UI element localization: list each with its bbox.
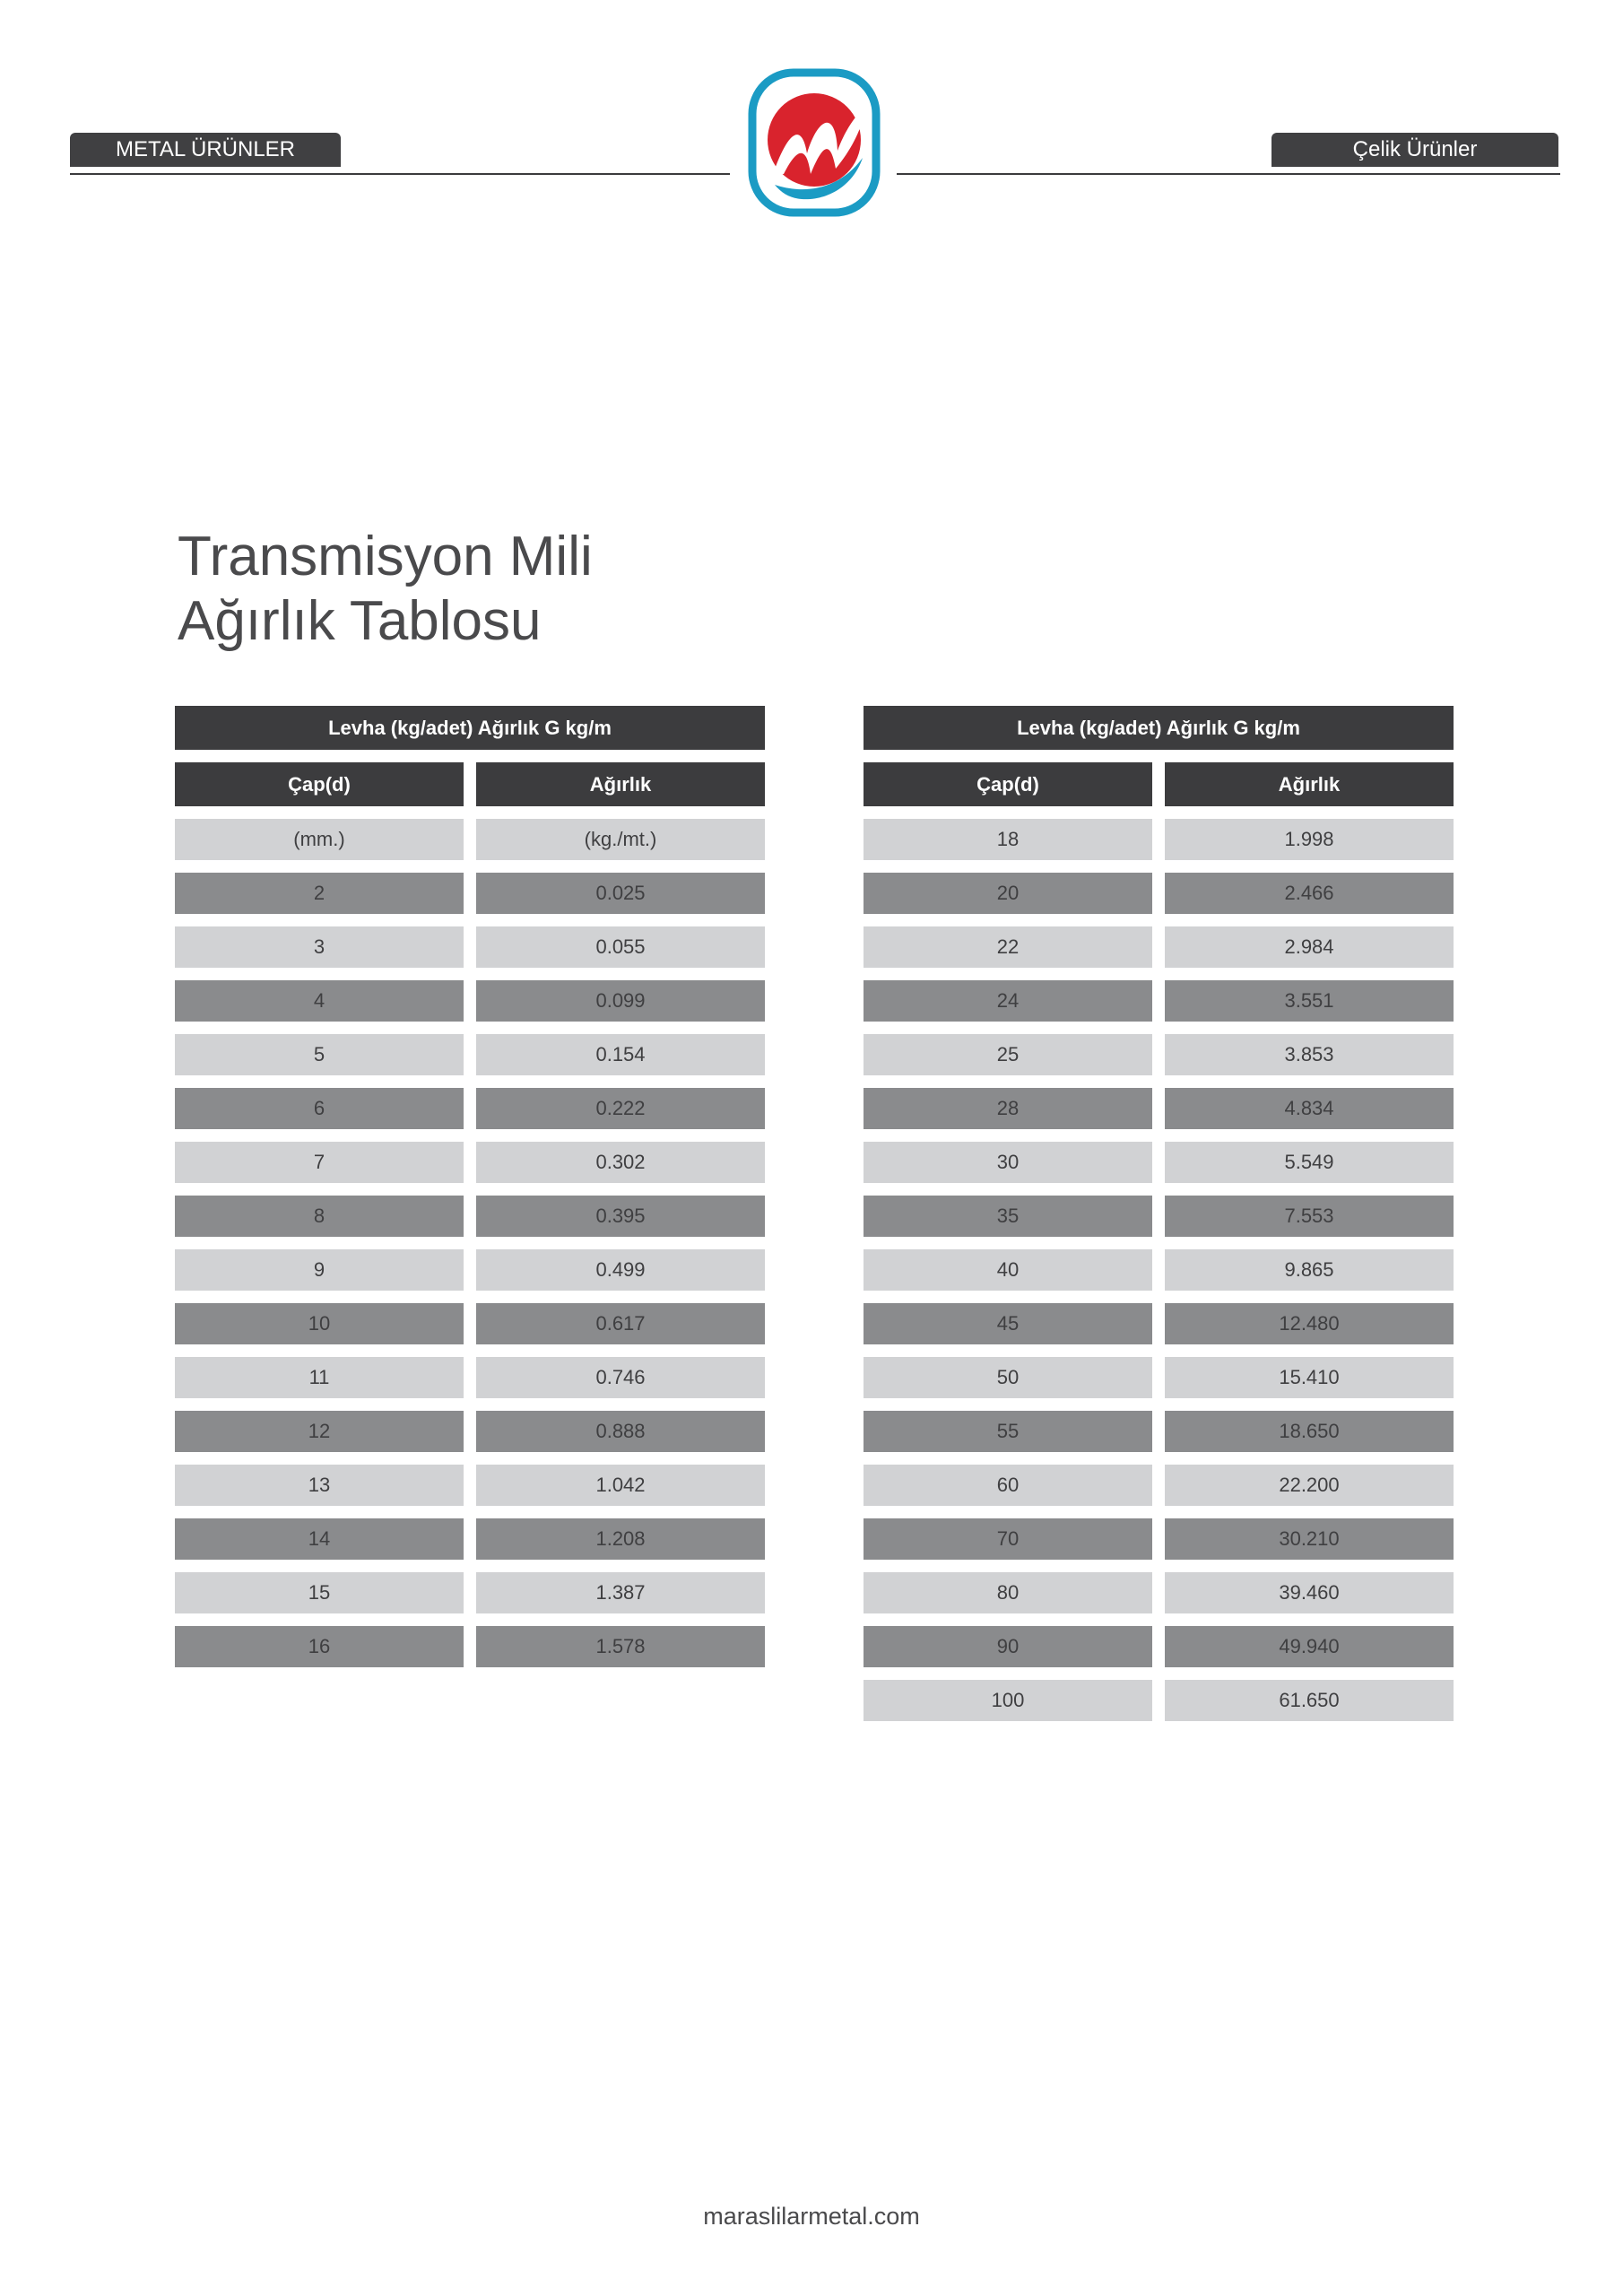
weight-cell: 2.984 [1165, 926, 1454, 968]
diameter-cell: 4 [175, 980, 464, 1022]
weight-cell: 7.553 [1165, 1196, 1454, 1237]
table-row [864, 819, 1454, 860]
diameter-cell: (mm.) [175, 819, 464, 860]
footer-website: maraslilarmetal.com [703, 2203, 920, 2230]
diameter-cell: 50 [864, 1357, 1152, 1398]
table-row [864, 1626, 1454, 1667]
table-row [175, 1357, 765, 1398]
weight-cell: 1.998 [1165, 819, 1454, 860]
diameter-cell: 2 [175, 873, 464, 914]
weight-table-left [175, 706, 765, 1667]
table-row [864, 1034, 1454, 1075]
diameter-cell: 35 [864, 1196, 1152, 1237]
diameter-cell: 30 [864, 1142, 1152, 1183]
table-title: Levha (kg/adet) Ağırlık G kg/m [864, 706, 1454, 750]
weight-table-right [864, 706, 1454, 1721]
section-label-left: METAL ÜRÜNLER [70, 133, 341, 167]
weight-cell: 0.055 [476, 926, 765, 968]
weight-cell: 30.210 [1165, 1518, 1454, 1560]
table-column-headers [864, 762, 1454, 806]
table-row [864, 873, 1454, 914]
weight-cell: (kg./mt.) [476, 819, 765, 860]
weight-cell: 0.395 [476, 1196, 765, 1237]
weight-cell: 0.154 [476, 1034, 765, 1075]
table-row [175, 1034, 765, 1075]
weight-cell: 1.042 [476, 1465, 765, 1506]
diameter-cell: 45 [864, 1303, 1152, 1344]
page-title [178, 525, 593, 654]
diameter-cell: 16 [175, 1626, 464, 1667]
table-row [175, 926, 765, 968]
weight-cell: 0.025 [476, 873, 765, 914]
weight-cell: 1.578 [476, 1626, 765, 1667]
table-row [864, 1249, 1454, 1291]
section-label-right: Çelik Ürünler [1271, 133, 1558, 167]
column-header-weight: Ağırlık [476, 762, 765, 806]
table-row [175, 1088, 765, 1129]
title-line-1: Transmisyon Mili [178, 526, 593, 587]
table-row [175, 1518, 765, 1560]
weight-cell: 4.834 [1165, 1088, 1454, 1129]
diameter-cell: 8 [175, 1196, 464, 1237]
column-header-weight: Ağırlık [1165, 762, 1454, 806]
table-row [175, 1303, 765, 1344]
diameter-cell: 12 [175, 1411, 464, 1452]
diameter-cell: 55 [864, 1411, 1152, 1452]
diameter-cell: 18 [864, 819, 1152, 860]
weight-cell: 1.387 [476, 1572, 765, 1613]
table-row [864, 1357, 1454, 1398]
company-logo [748, 68, 881, 217]
weight-cell: 0.746 [476, 1357, 765, 1398]
diameter-cell: 80 [864, 1572, 1152, 1613]
table-row [864, 1196, 1454, 1237]
weight-cell: 18.650 [1165, 1411, 1454, 1452]
weight-cell: 2.466 [1165, 873, 1454, 914]
table-row [864, 1142, 1454, 1183]
table-row [864, 1680, 1454, 1721]
table-row [175, 980, 765, 1022]
table-row [864, 1088, 1454, 1129]
weight-cell: 1.208 [476, 1518, 765, 1560]
table-row [864, 1572, 1454, 1613]
table-row [864, 1465, 1454, 1506]
weight-cell: 61.650 [1165, 1680, 1454, 1721]
table-row [864, 1518, 1454, 1560]
weight-cell: 22.200 [1165, 1465, 1454, 1506]
diameter-cell: 100 [864, 1680, 1152, 1721]
diameter-cell: 7 [175, 1142, 464, 1183]
weight-cell: 5.549 [1165, 1142, 1454, 1183]
title-line-2: Ağırlık Tablosu [178, 590, 542, 652]
table-row [175, 819, 765, 860]
diameter-cell: 20 [864, 873, 1152, 914]
weight-cell: 0.617 [476, 1303, 765, 1344]
column-header-diameter: Çap(d) [175, 762, 464, 806]
diameter-cell: 40 [864, 1249, 1152, 1291]
table-column-headers [175, 762, 765, 806]
table-row [175, 873, 765, 914]
diameter-cell: 28 [864, 1088, 1152, 1129]
diameter-cell: 24 [864, 980, 1152, 1022]
table-row [864, 980, 1454, 1022]
table-row [175, 1626, 765, 1667]
weight-cell: 39.460 [1165, 1572, 1454, 1613]
weight-cell: 0.222 [476, 1088, 765, 1129]
diameter-cell: 14 [175, 1518, 464, 1560]
weight-cell: 15.410 [1165, 1357, 1454, 1398]
table-title: Levha (kg/adet) Ağırlık G kg/m [175, 706, 765, 750]
weight-cell: 0.499 [476, 1249, 765, 1291]
table-row [175, 1411, 765, 1452]
diameter-cell: 11 [175, 1357, 464, 1398]
diameter-cell: 5 [175, 1034, 464, 1075]
header-rule-right [897, 173, 1560, 175]
weight-cell: 12.480 [1165, 1303, 1454, 1344]
diameter-cell: 90 [864, 1626, 1152, 1667]
weight-cell: 9.865 [1165, 1249, 1454, 1291]
column-header-diameter: Çap(d) [864, 762, 1152, 806]
diameter-cell: 10 [175, 1303, 464, 1344]
diameter-cell: 9 [175, 1249, 464, 1291]
diameter-cell: 70 [864, 1518, 1152, 1560]
weight-cell: 49.940 [1165, 1626, 1454, 1667]
diameter-cell: 3 [175, 926, 464, 968]
weight-cell: 0.302 [476, 1142, 765, 1183]
header-rule-left [70, 173, 730, 175]
table-row [864, 1303, 1454, 1344]
diameter-cell: 15 [175, 1572, 464, 1613]
diameter-cell: 22 [864, 926, 1152, 968]
diameter-cell: 25 [864, 1034, 1152, 1075]
weight-cell: 0.099 [476, 980, 765, 1022]
diameter-cell: 6 [175, 1088, 464, 1129]
table-row [175, 1249, 765, 1291]
table-row [175, 1196, 765, 1237]
table-row [175, 1142, 765, 1183]
diameter-cell: 13 [175, 1465, 464, 1506]
weight-cell: 0.888 [476, 1411, 765, 1452]
diameter-cell: 60 [864, 1465, 1152, 1506]
table-row [175, 1465, 765, 1506]
table-row [175, 1572, 765, 1613]
weight-cell: 3.853 [1165, 1034, 1454, 1075]
weight-cell: 3.551 [1165, 980, 1454, 1022]
table-row [864, 926, 1454, 968]
table-row [864, 1411, 1454, 1452]
